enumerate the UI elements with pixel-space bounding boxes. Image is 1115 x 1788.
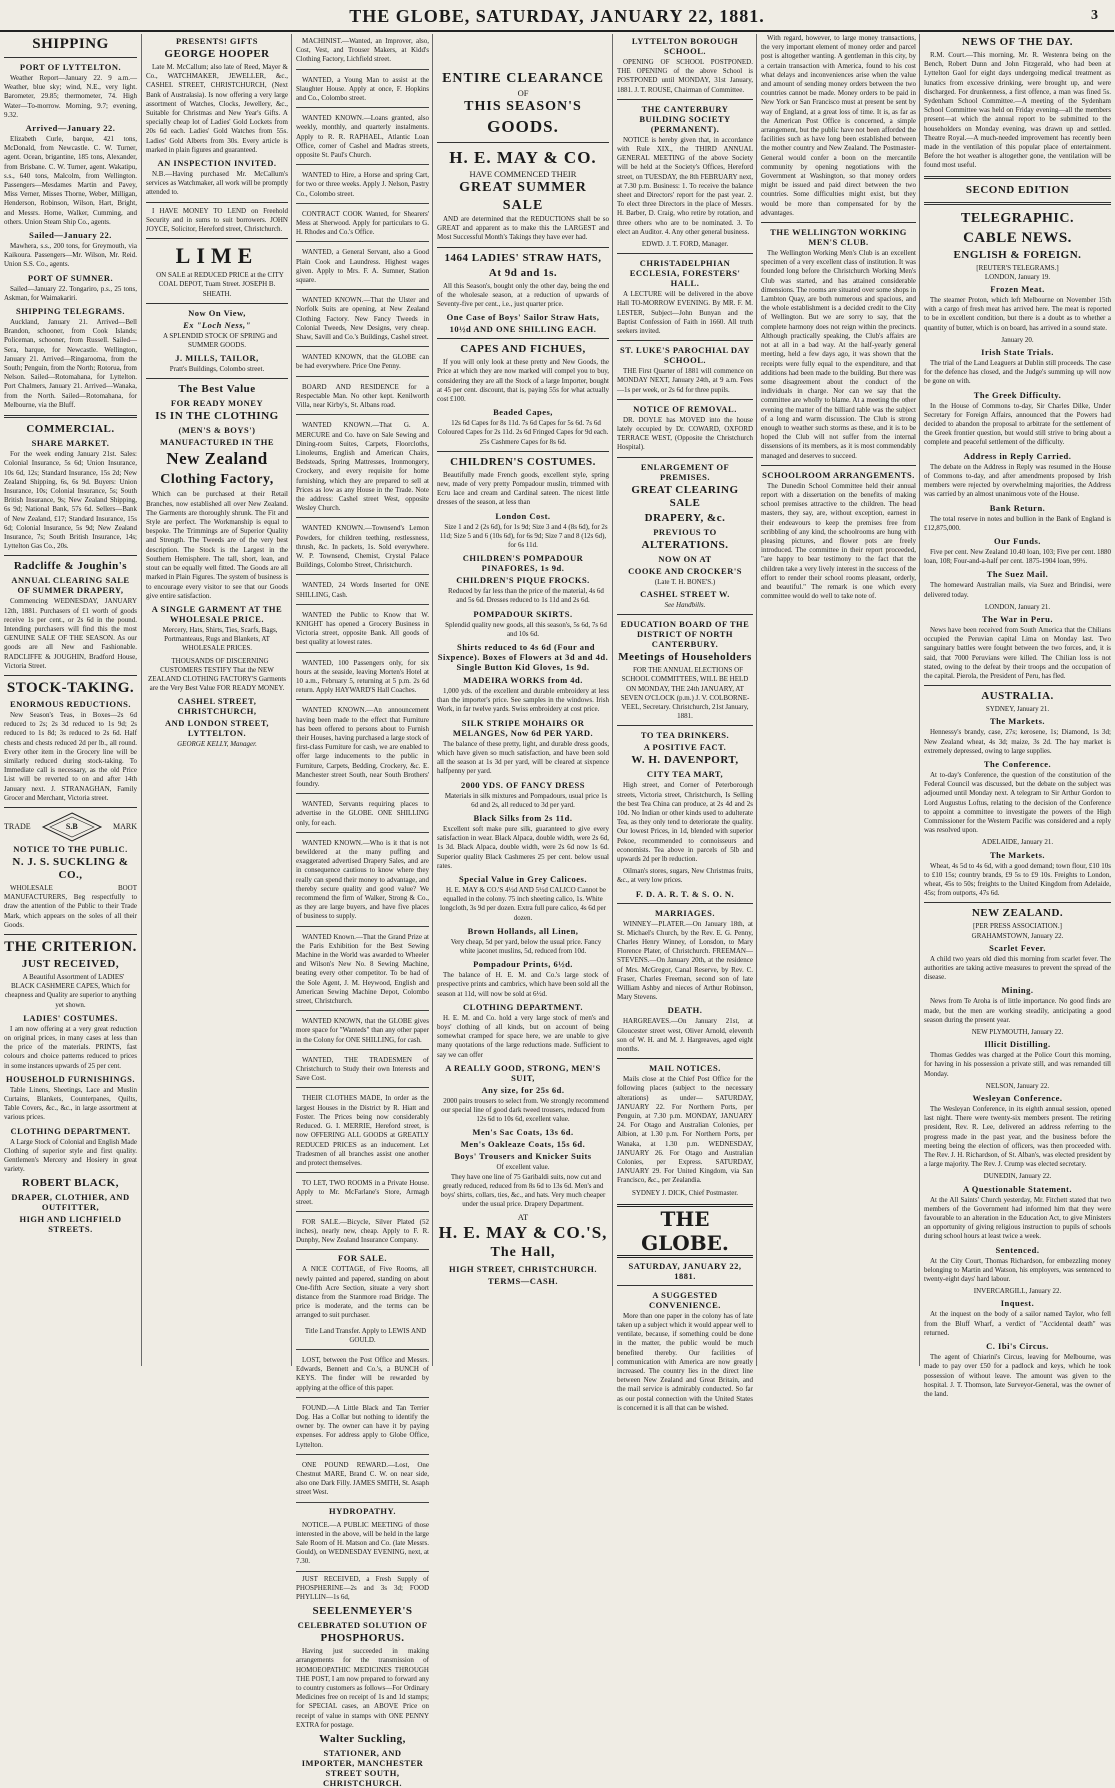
shipping-heading: SHIPPING [32, 36, 109, 52]
nelson-date: NELSON, January 22. [985, 1081, 1050, 1090]
war-peru-heading: The War in Peru. [982, 613, 1053, 624]
clothing-heading: CLOTHING DEPARTMENT. [10, 1125, 131, 1136]
irish-trials-body: The trial of the Land Leaguers at Dublin still proceeds. The case for the defence has closed, and the Judge's summing up will now be gone on with. [924, 359, 1111, 386]
schoolroom-heading: SCHOOLROOM ARRANGEMENTS. [762, 469, 915, 480]
grahamstown-date: GRAHAMSTOWN, January 22. [971, 931, 1064, 940]
globe-title: THE GLOBE. [617, 1204, 753, 1258]
st-lukes-heading: ST. LUKE'S PAROCHIAL DAY SCHOOL. [620, 345, 750, 366]
radcliffe-heading: Radcliffe & Joughin's [13, 560, 128, 573]
mercery-body: Mercery, Hats, Shirts, Ties, Scarfs, Bags, Portmanteaus, Rugs and Blankets, AT WHOLESALE PRICES. [162, 625, 278, 653]
trademark-initials: S.B [65, 821, 78, 831]
fancy-dress-body: Materials in silk mixtures and Pompadours, usual price 1s 6d and 2s, all reduced to 3d per yard. [444, 791, 608, 809]
wesleyan-body: The Wesleyan Conference, in its eighth annual session, opened last night. There were twenty-six members present. The retiring president, Rev. R. Lee, delivered an address referring to the progress made in the past year, and the business before the meeting being the election of officers, was then proceeded with. The Rev. J. H. Richardson, of St. Alban's, was elected president by a large majority. The Rev. J. Crump was elected secretary. [924, 1105, 1111, 1169]
best-value-clothing: IS IN THE CLOTHING [155, 410, 279, 423]
beaded-capes-heading: Beaded Capes, [493, 407, 553, 418]
suckling-name: N. J. S. SUCKLING & CO., [12, 855, 129, 881]
straw-hats-body: All this Season's, bought only the other day, being the end of the wholesale season, at a reduction of upwards of Seventy-five per cent., i.e., just quarter price. [437, 281, 609, 309]
sailed-heading: Sailed—January 22. [29, 230, 112, 241]
distilling-heading: Illicit Distilling. [984, 1039, 1051, 1050]
greek-difficulty-body: In the House of Commons to-day, Sir Charles Dilke, Under Secretary for Foreign Affairs, announced that the Powers had decided to abandon the proposal to arbitrate for the settlement of the Greek frontier question, but would still strive to bring about a complete and peaceful settlement of the difficulty. [924, 401, 1111, 447]
celebrated-heading: CELEBRATED SOLUTION OF [297, 1620, 428, 1631]
silk-stripe-body: The balance of these pretty, light, and durable dress goods, which have given so much satisfaction, and have been sold all the season at 1s 3d per yard, will be cleared at sixpence halfpenny per yard. [437, 739, 609, 776]
classified-ulster-suits: WANTED KNOWN.—That the Ulster and Norfolk Suits are opening, at New Zealand Clothing Factory. New Fancy Tweeds in Colonial Tweeds, New Designs, very cheap. Shaw, Savill and Co.'s Buildings, Cashel street. [296, 293, 429, 347]
hydropathy-heading: HYDROPATHY. [329, 1505, 396, 1516]
scarlet-fever-body: A child two years old died this morning from scarlet fever. The authorities are taking active measures to prevent the spread of the disease. [924, 954, 1111, 982]
classified-general-servant: WANTED, a General Servant, also a Good Plain Cook and Laundress. Highest wages given. Apply to Mrs. F. A. Sumner, Station square. [296, 245, 429, 290]
removal-heading: NOTICE OF REMOVAL. [633, 403, 737, 414]
lyttelton-address: AND LONDON STREET, LYTTELTON. [164, 718, 269, 739]
great-clearing-heading: GREAT CLEARING SALE [631, 483, 739, 509]
silk-stripe-heading: SILK STRIPE MOHAIRS OR MELANGES, Now 6d PER YARD. [452, 717, 594, 738]
positive-fact: A POSITIVE FACT. [643, 742, 727, 753]
sentenced-heading: Sentenced. [995, 1244, 1040, 1255]
questionable-heading: A Questionable Statement. [962, 1183, 1073, 1194]
single-garment: A SINGLE GARMENT AT THE WHOLESALE PRICE. [151, 603, 283, 624]
scarlet-fever-heading: Scarlet Fever. [989, 942, 1046, 953]
suez-mail-heading: The Suez Mail. [986, 569, 1049, 580]
received-heading: JUST RECEIVED, [21, 958, 120, 970]
london-cost: London Cost. [495, 510, 551, 521]
city-tea-mart: CITY TEA MART, [646, 769, 724, 780]
share-market-heading: SHARE MARKET. [31, 438, 110, 449]
great-summer-sale: GREAT SUMMER SALE [459, 180, 587, 213]
goods-heading: GOODS. [487, 117, 559, 136]
manufactured-in: MANUFACTURED IN THE [159, 437, 275, 448]
madeira-body: 1,000 yds. of the excellent and durable embroidery at less than the importer's price. See samples in the windows. Irish Work, in far twelve yards. Swiss embroidery at cost price. [437, 687, 609, 714]
classified-passengers: WANTED, 100 Passengers only, for six hours at the seaside, leaving Morten's Hotel at 10 a.m., February 5, returning at 5 p.m. 2s 6d return. Apply HAYWARD'S Hall Coaches. [296, 656, 429, 701]
footer-address: HIGH STREET, CHRISTCHURCH. [449, 1264, 597, 1275]
telegraphic-heading: TELEGRAPHIC. [961, 210, 1074, 226]
london-jan21: LONDON, January 21. [984, 602, 1051, 611]
classified-lost-keys: LOST, between the Post Office and Messrs. Edwards, Bennett and Co.'s, a BUNCH of KEYS. The finder will be rewarded by applying at the office of this paper. [296, 1353, 429, 1398]
kelly-manager: GEORGE KELLY, Manager. [177, 740, 257, 749]
clothing-factory-heading: Clothing Factory, [160, 472, 274, 488]
radcliffe-sub: ANNUAL CLEARING SALE OF SUMMER DRAPERY, [11, 575, 130, 596]
householders-heading: Meetings of Householders [618, 651, 752, 664]
new-plymouth-date: NEW PLYMOUTH, January 22. [971, 1028, 1064, 1037]
presents-heading: PRESENTS! GIFTS [176, 36, 258, 46]
trademark-block [4, 812, 137, 842]
radcliffe-body: Commencing WEDNESDAY, JANUARY 12th, 1881. Purchasers of £1 worth of goods receive 1s per cent., or 2s 6d in the pound. Intending purchasers will find this the most GENUINE SALE OF THE SEASON. As our goods are all New and Fashionable. RADCLIFFE & JOUGHIN, Bradford House, Victoria Street. [4, 597, 137, 670]
marriages-heading: MARRIAGES. [654, 907, 716, 918]
household-heading: HOUSEHOLD FURNISHINGS. [5, 1073, 136, 1084]
adelaide-markets-body: Wheat, 4s 5d to 4s 6d, with a good demand; town flour, £10 10s to £10 15s; country brands, £9 5s to £9 10s. Freights to London, wheat, 45s to 50s; freights to the United Kingdom from Adelaide, 45s; from outports, 47s 6d. [924, 861, 1111, 898]
robert-black-sub: DRAPER, CLOTHIER, AND OUTFITTER, [11, 1192, 130, 1213]
greek-difficulty-heading: The Greek Difficulty. [973, 389, 1062, 400]
grey-calicoes-body: H. E. MAY & CO.'S 4½d AND 5½d CALICO Cannot be equalled in the colony. 75 inch sheeting calico, 1s. White longcloth, 3s 9d per dozen. Extra full pure calico, 4s 6d per dozen. [439, 885, 606, 922]
loch-ness: Ex "Loch Ness," [183, 319, 251, 330]
column-5 [612, 34, 757, 1412]
sydney-markets-heading: The Markets. [989, 716, 1046, 727]
sailed-text: Mawhera, s.s., 200 tons, for Greymouth, via Kaikoura. Passengers—Mr. Wilson, Mr. Reid. Union S.S. Co., agents. [4, 242, 137, 269]
now-on-at: NOW ON AT [658, 553, 712, 564]
grey-calicoes-heading: Special Value in Grey Calicoes. [459, 873, 587, 884]
column-3 [291, 34, 433, 1788]
dunedin-date: DUNEDIN, January 22. [983, 1172, 1052, 1181]
classified-grocery: WANTED the Public to Know that W. KNIGHT has opened a Grocery Business in Victoria street, opposite Bank. All goods of best quality at lowest rates. [296, 608, 429, 653]
mens-suit-sub: Any size, for 25s 6d. [481, 1084, 565, 1095]
conference-body: At to-day's Conference, the question of the constitution of the Federal Council was discussed, but the debate on the subject was adjourned until Monday next. A telegram to Sir Arthur Gordon to Lord Augustus Loftus, relating to the decision of the Conference to appoint a committee to investigate the powers of the High Commissioner for the Western Pacific was considered and a reply was resolved upon. [924, 770, 1111, 835]
classified-sewing-machine: WANTED Known.—That the Grand Prize at the Paris Exhibition for the Best Sewing Machine in the World was awarded to Wheeler and Wilson's New No. 8 Sewing Machine, beating every other competitor. To be had of the Sole Agent, J. M. Heywood, English and American Sewing Machine Depot, Colombo street, Christchurch. [296, 930, 429, 1012]
column-4 [432, 34, 613, 1366]
pompadour-prints-heading: Pompadour Prints, 6½d. [473, 959, 573, 970]
pinafores-heading: CHILDREN'S POMPADOUR PINAFORES, 1s 9d. [462, 553, 584, 574]
port-sumner-text: Sailed—January 22. Tongariro, p.s., 25 tons, Askman, for Waimakariri. [4, 284, 137, 302]
mining-body: News from Te Aroha is of little importance. No good finds are made, but the men are working steadily, anticipating a good season during the present year. [924, 997, 1111, 1024]
commercial-heading: COMMERCIAL. [26, 423, 115, 436]
nz-heading: NEW ZEALAND. [971, 907, 1064, 920]
mail-notices-body: Mails close at the Chief Post Office for the following places (subject to the necessary alterations) as under— SATURDAY, JANUARY 22. For Northern Ports, per Penguin, at 7.30 p.m. MONDAY, JANUARY 24. For Otago and Australian Colonies, per Albion, at 1.30 p.m. For Northern Ports, per Wanaka, at 1.30 p.m. WEDNESDAY, JANUARY 26. For Otago and Australian Colonies, per Express. SATURDAY, JANUARY 29. For United Kingdom, via San Francisco, &c., per Zealandia. [617, 1075, 753, 1185]
stocktaking-sub: ENORMOUS REDUCTIONS. [10, 698, 131, 709]
davenport-name: W. H. DAVENPORT, [631, 754, 739, 767]
hemay-heading: H. E. MAY & CO. [449, 148, 597, 167]
childrens-costumes-body: Beautifully made French goods, excellent style, spring new, made of very pretty Pompadour muslin, trimmed with Ecru lace and cream and Cardinal sateen. The nicest little dresses of the season, at less than [437, 470, 609, 507]
death-body: HARGREAVES.—On January 21st, at Gloucester street west, Oliver Arnold, eleventh son of W. H. and M. J. Hargreaves, aged eight months. [617, 1017, 753, 1053]
seelenmeyer-heading: SEELENMEYER'S [312, 1605, 413, 1618]
see-handbills: See Handbills. [664, 600, 706, 609]
oakleaze-coats: Men's Oakleaze Coats, 15s 6d. [460, 1139, 586, 1150]
capes-heading: CAPES AND FICHUES, [460, 343, 586, 356]
our-funds-heading: Our Funds. [994, 535, 1041, 546]
foresters-heading: CHRISTADELPHIAN ECCLESIA, FORESTERS' HALL. [629, 258, 741, 289]
classified-reward: ONE POUND REWARD.—Lost, One Chestnut MARE, Brand C. W. on near side, also one Dark Filly. JAMES SMITH, St. Asaph street West. [296, 1458, 429, 1503]
sydney-date: SYDNEY, January 21. [985, 705, 1050, 714]
pompadour-skirts-heading: POMPADOUR SKIRTS. [473, 608, 573, 619]
previous-to: PREVIOUS TO [653, 526, 717, 537]
thousands-body: THOUSANDS OF DISCERNING CUSTOMERS TESTIFY That the NEW ZEALAND CLOTHING FACTORY'S Garments are the Very Best Value FOR READY MONEY. [147, 656, 287, 693]
robert-black-name: ROBERT BLACK, [22, 1177, 119, 1190]
cooke-crocker: COOKE AND CROCKER'S [628, 565, 742, 576]
boys-trousers-sub: Of excellent value. [496, 1163, 550, 1172]
lyttelton-school-heading: LYTTELTON BOROUGH SCHOOL. [631, 36, 739, 56]
column-6 [756, 34, 920, 1366]
spring-summer-goods: A SPLENDID STOCK OF SPRING and SUMMER GOODS. [162, 331, 278, 350]
childrens-costumes-heading: CHILDREN'S COSTUMES. [450, 455, 596, 468]
sailor-hats-heading: One Case of Boys' Sailor Straw Hats, [446, 312, 600, 323]
bank-return-body: The total reserve in notes and bullion in the Bank of England is £12,875,000. [924, 514, 1111, 532]
madeira-heading: MADEIRA WORKS from 4d. [463, 675, 583, 686]
page-number: 3 [1091, 8, 1098, 23]
boys-trousers-body: They have one line of 75 Garibaldi suits, now cut and greatly reduced, reduced from 8s 6d to 13s 6d. Men's and boys' shirts, collars, ties, &c., and hats. Very much cheaper under the usual price. Drapery Department. [440, 1172, 606, 1209]
masthead-title: THE GLOBE, SATURDAY, JANUARY 22, 1881. [349, 6, 765, 26]
footer-at: AT [517, 1212, 529, 1223]
ladies-costumes-body: I am now offering at a very great reduction on original prices, in many cases at less than the price of the materials. PRINTS, fast colours and choice patterns reduced to prices in some instances upwards of 25 per cent. [4, 1024, 137, 1070]
working-mens-club-heading: THE WELLINGTON WORKING MEN'S CLUB. [770, 227, 907, 248]
classified-machinist: MACHINIST.—Wanted, an Improver, also, Cost, Vest, and Trouser Makers, at Kidd's Clothing Factory, Lichfield street. [296, 34, 429, 70]
bank-return-heading: Bank Return. [989, 502, 1046, 513]
classified-young-man: WANTED, a Young Man to assist at the Slaughter House. Apply at once, F. Hopkins and Co., Colombo street. [296, 73, 429, 109]
editorial-continued: With regard, however, to large money transactions, the very important element of money order and parcel post is altogether wanting. A gentleman in this city, by a certain transaction with America, found to his cost what delays and inconveniences arise when the value and amount of sending money orders between the two countries cannot be made. Money orders to be paid in New York or San Francisco must at present be sent by way of England, at a great loss of time. It is, as far as the American Post Office is concerned, a simple arrangement, but the public have not been afforded the facilities such as have long been established between the mother country and New Zealand. The Postmaster-General would confer a boon on the mercantile community by opening negotiations with the Government at Washington, so that money orders might be issued and paid direct between the two countries. Some difficulties might exist, but they would be more than compensated for by the advantages. [761, 34, 916, 217]
telegrams-heading: SHIPPING TELEGRAMS. [15, 306, 125, 317]
entire-clearance: ENTIRE CLEARANCE [442, 71, 604, 86]
english-foreign-heading: ENGLISH & FOREIGN. [953, 248, 1082, 261]
classified-tradesmen: WANTED, THE TRADESMEN of Christchurch to Study their own Interests and Save Cost. [296, 1053, 429, 1089]
fancy-dress-heading: 2000 YDS. OF FANCY DRESS [460, 779, 585, 790]
lyttelton-school-body: OPENING OF SCHOOL POSTPONED. THE OPENING of the above School is POSTPONED until MONDAY, 31st January, 1881. J. T. ROUSE, Chairman of Committee. [617, 58, 753, 94]
inquest-body: At the inquest on the body of a sailor named Taylor, who fell from the Bluff Wharf, a verdict of "Accidental death" was returned. [924, 1310, 1111, 1337]
schoolroom-body: The Dunedin School Committee held their annual report with a dissertation on the benefits of making school premises attractive to the children. The head masters, they say, are, without exception, earnest in their endeavours to keep the premises free from scribbling of any kind, the schoolrooms are hung with pleasing pictures, and flower pots are freely introduced. The committee in their report proceeded, "are happy to bear testimony to the fact that the children take a very lively interest in the success of the effort to render their school rooms pleasant, orderly, and beautiful." The remark is one which every committee would do well to take note of. [761, 481, 916, 601]
st-lukes-body: THE First Quarter of 1881 will commence on MONDAY NEXT, January 24th, at 9 a.m. Fees—1s per week, or 2s 6d for three pupils. [617, 367, 753, 394]
suggested-convenience-heading: A SUGGESTED CONVENIENCE. [649, 1289, 721, 1310]
conference-heading: The Conference. [983, 758, 1052, 769]
education-heading: EDUCATION BOARD OF THE DISTRICT OF NORTH CANTERBURY. [620, 619, 750, 650]
sydney-markets-body: Hennessy's brandy, case, 27s; kerosene, 1s; Diamond, 1s 3d; New Zealand wheat, 4s 3d; maize, 3s 2d. The hay market is extremely depressed, owing to large supplies. [924, 728, 1111, 755]
postmaster-name: SYDNEY J. DICK, Chief Postmaster. [631, 1188, 739, 1197]
irish-trials-heading: Irish State Trials. [981, 347, 1054, 358]
death-heading: DEATH. [667, 1005, 703, 1016]
mills-name: J. MILLS, TAILOR, [175, 353, 259, 364]
date-jan20: January 20. [1001, 335, 1034, 344]
phosphorus-body: Having just succeeded in making arrangements for the transmission of HOMOEOPATHIC MEDICINES THROUGH THE POST, I am now prepared to forward any to country customers as follows—For Ordinary Medicines free on receipt of 1s and 1d stamps; for SPECIAL cases, an ABOVE Price on receipt of value in stamps with ONE PENNY EXTRA for postage. [296, 1647, 429, 1729]
footer-terms: TERMS—CASH. [488, 1276, 558, 1287]
criterion-heading: THE CRITERION. [4, 939, 137, 955]
for-sale-cottage: A NICE COTTAGE, of Five Rooms, all newly painted and papered, standing on about One-fifth Acre Section, situate a very short distance from the Stanmore road Bridge. The price is moderate, and the terms can be arranged to suit purchaser. [296, 1265, 429, 1320]
boys-trousers-heading: Boys' Trousers and Knicker Suits [454, 1151, 592, 1162]
questionable-body: At the All Saints' Church yesterday, Mr. Fitchett stated that two members of the Government had informed him that they were favourable to an alteration in the Education Act, to give Ministers an opportunity of giving religious instruction to pupils of schools during school hours at least twice a week. [924, 1195, 1111, 1241]
new-zealand-heading: New Zealand [166, 449, 268, 469]
straw-hats-heading: 1464 LADIES' STRAW HATS, [444, 251, 602, 264]
address-reply-body: The debate on the Address in Reply was resumed in the House of Commons to-day, and after amendments proposed by Irish members were rejected by overwhelming majorities, the Address was carried by an almost unanimous vote of the House. [924, 462, 1111, 499]
tea-drinkers-heading: TO TEA DRINKERS. [640, 730, 730, 741]
pique-frocks-heading: CHILDREN'S PIQUE FROCKS. [456, 575, 590, 586]
brown-hollands-heading: Brown Hollands, all Linen, [467, 925, 579, 936]
stocktaking-heading: STOCK-TAKING. [6, 679, 135, 696]
lime-body: ON SALE at REDUCED PRICE at the CITY COAL DEPOT, Tuam Street. JOSEPH B. SHEATH. [156, 271, 284, 298]
stocktaking-body: New Season's Teas, in Boxes—2s 6d reduced to 2s; 2s 3d reduced to 1s 9d; 2s reduced to 1s 8d; 3s reduced to 2s 6d. Half chests and chests reduced 2d per lb., all round. Every other item in the Grocery line will be similarly reduced during stock-taking. To Immediate call is necessary, as the old Price List will be reverted to on and after 14th January next. J. STRANAGHAN, Family Grocer and Merchant, Victoria street. [4, 710, 137, 802]
circus-body: The agent of Chiarini's Circus, leaving for Melbourne, was made to pay over £50 for a padlock and keys, which he took possession of without leave. The amount was given to the hospital. J. T. Thomson, late Surveyor-General, was the owner of the land. [924, 1353, 1111, 1398]
distilling-body: Thomas Geddes was charged at the Police Court this morning, for having in his possession a private still, and was remanded till Monday. [924, 1051, 1111, 1078]
seasons-heading: THIS SEASON'S [464, 99, 582, 114]
shirts-flowers-gloves: Shirts reduced to 4s 6d (Four and Sixpence). Boxes of Flowers at 3d and 4d. Single Button Kid Gloves, 1s 9d. [437, 642, 609, 673]
port-sumner-heading: PORT OF SUMNER. [27, 272, 114, 283]
mail-notices-heading: MAIL NOTICES. [649, 1063, 721, 1074]
cashel-street-w: CASHEL STREET W. [640, 588, 730, 599]
frozen-meat-heading: Frozen Meat. [990, 284, 1045, 295]
received-body: A Beautiful Assortment of LADIES' BLACK CASHMERE CAPES, Which for cheapness and Quality are superior to anything yet shown. [4, 973, 137, 1009]
circus-heading: C. Ibi's Circus. [986, 1341, 1049, 1352]
classified-lemon-powders: WANTED KNOWN.—Townsend's Lemon Powders, for children teething, restlessness, thrush, &c. In packets, 1s. Sold everywhere. W. P. Townsend, Chemist, Crystal Palace Buildings, Colombo Street, Christchurch. [296, 521, 429, 575]
nz-factory-body: Which can be purchased at their Retail Branches, now established all over New Zealand. The Garments are thoroughly shrunk. The Fit and Style are perfect. The Workmanship is equal to bespoke. The Trimmings are of Superior Quality and Strength. The Tweeds are of the very best description. The Stock is the Largest in the Southern Hemisphere. The tall, short, lean, and stout can be equally well fitted. The Goods are all marked in Plain Figures. The system of business is to encourage every visitor to see that our Goods give entire satisfaction. [146, 490, 288, 600]
arrived-text: Elizabeth Curle, barque, 421 tons, McDonald, from Newcastle. C. W. Turner, agent. Ocean, brigantine, 185 tons, Alexander, from Brisbane. C. W. Turner, agent. Wakatipu, s.s., 640 tons, Malcolm, from Wellington. Passengers—Mesdames Martin and Pavey, Miss Verner, Misses Thorne, Weber, Milligan, Henderson, Robinson, Wilson, Hart, Bright, and Messrs. Horne, Walker, Cumming, and others. Union Steam Ship Co., agents. [4, 135, 137, 226]
classified-globe-space: WANTED KNOWN, that the GLOBE gives more space for "Wanteds" than any other paper in the Colony for ONE SHILLING, for cash. [296, 1014, 429, 1050]
for-sale-heading: FOR SALE. [338, 1253, 387, 1264]
classified-contract-cook: CONTRACT COOK Wanted, for Shearers' Mess at Sherwood. Apply for particulars to G. H. Rhodes and Co.'s Office. [296, 207, 429, 243]
dart-son: F. D. A. R. T. & S. O. N. [635, 888, 735, 899]
clothing-dept-heading: CLOTHING DEPARTMENT. [463, 1001, 583, 1012]
trademark-left-label: TRADE [4, 822, 31, 832]
inspection-body: N.B.—Having purchased Mr. McCallum's services as Watchmaker, all work will be promptly attended to. [146, 170, 288, 197]
black-silks-heading: Black Silks from 2s 11d. [473, 812, 573, 823]
black-silks-body: Excellent soft make pure silk, guaranteed to give every satisfaction in wear. Black Alpaca, double width, were 2s 6d, 1s 3d. Black Alpaca, double width, were 2s 6d now 1s 6d. Superior quality Black Cashmeres 25 per cent. below usual rates. [437, 824, 609, 870]
news-of-the-day-body: R.M. Court.—This morning, Mr. R. Westenra being on the Bench, Robert Dunn and John Fitzgerald, who had been at Lyttelton Gaol for eight days undergoing medical treatment as lunatics from excessive drinking, were brought up, and were discharged. For drunkenness, a first offence, a man was fined 5s. Sydenham School Committee.—A meeting of the Sydenham School Committee was held on Friday evening—all the members present—at which the annual report to be submitted to the householders on Monday evening, was drawn up and settled. Theatre Royal.—A much-needed improvement has recently been made in the ventilation of this popular place of entertainment. Before the hot weather is altogether gone, the ventilation will be found most useful. [924, 51, 1111, 170]
classified-24-words: WANTED, 24 Words Inserted for ONE SHILLING, Cash. [296, 578, 429, 604]
classified-servants: WANTED, Servants requiring places to advertise in the GLOBE. ONE SHILLING only, for each. [296, 797, 429, 833]
cashel-address: CASHEL STREET, CHRISTCHURCH, [177, 696, 257, 717]
suez-mail-body: The homeward Australian mails, via Suez and Brindisi, were delivered today. [924, 581, 1111, 599]
column-1 [2, 34, 141, 1366]
war-peru-body: News have been received from South America that the Chilians occupied the Peruvian capital Lima on Monday last. Two sanguinary battles were fought between the two forces, and, it is said, that 7000 Peruvians were killed. The Chilian loss is not stated, owing to the defeat by their troops and the occupation of the capital. Pierola, the President of Peru, has fled. [924, 625, 1111, 680]
mens-suit-heading: A REALLY GOOD, STRONG, MEN'S SUIT, [445, 1062, 601, 1083]
householders-body: FOR THE ANNUAL ELECTIONS OF SCHOOL COMMITTEES, WILL BE HELD ON MONDAY, THE 24th JANUARY, AT SEVEN O'CLOCK (p.m.) J. V. COLBORNE-VEEL, Secretary. Christchurch, 21st January, 1881. [620, 666, 750, 721]
clothing-dept-body: H. E. M. and Co. hold a very large stock of men's and boys' clothing of all kinds, but on account of being somewhat cramped for space here, we are unable to give many quotations of the large reductions made. Sufficient to say we can offer [437, 1013, 609, 1059]
pompadour-skirts-body: Splendid quality new goods, all this season's, 5s 6d, 7s 6d and 10s 6d. [445, 620, 607, 638]
globe-date: SATURDAY, JANUARY 22, 1881. [628, 1260, 742, 1281]
port-heading: PORT OF LYTTELTON. [19, 62, 122, 72]
address-reply-heading: Address in Reply Carried. [963, 450, 1072, 461]
trademark-diamond-icon [42, 812, 102, 842]
beaded-capes-body: 12s 6d Capes for 8s 11d. 7s 6d Capes for 5s 6d. 7s 6d Coloured Capes for 2s 11d. 2s 6d Fringed Capes for 9d each. 25s Cashmere Capes for 8s 6d. [437, 419, 609, 446]
household-body: Table Linens, Sheetings, Lace and Muslin Curtains, Blankets, Counterpanes, Quilts, Table Covers, &c., &c., in large assortment at various prices. [4, 1085, 137, 1122]
ladies-costumes-heading: LADIES' COSTUMES. [23, 1012, 118, 1023]
now-on-view: Now On View, [188, 307, 246, 318]
hooper-name: GEORGE HOOPER [164, 48, 270, 60]
suggested-convenience-body: More than one paper in the colony has of late taken up a subject which it would appear well to ventilate, because, if something could be done in the matter, the public would be much benefited thereby. Our facilities of communication with America are now greatly increased. The country lies in the direct line between New Zealand and Great Britain, and the mail service is admirably conducted. So far as our postal connection with the United States is concerned it is all that can be wished. [617, 1311, 753, 1412]
sac-coats: Men's Sac Coats, 13s 6d. [472, 1127, 574, 1138]
frozen-meat-body: The steamer Proton, which left Melbourne on November 15th with a cargo of fresh meat has arrived here. The meat is reported to be in excellent condition, but there is a doubt as to whether a quantity of butter, which is on board, has arrived in a sound state. [924, 296, 1111, 332]
working-mens-club-body: The Wellington Working Men's Club is an excellent specimen of a very excellent class of institution. It was founded long before the Christchurch Working Men's Club was started, and has attained considerable dimensions. The rooms are situated over some shops in Lambton Quay, are both numerous and spacious, and the whole establishment is a decided credit to the City of Wellington. But we are sorry to say, that the complete harmony does not reign within the precincts. Although practically speaking, the Club's affairs are not at all in a bad way. At the half-yearly general meeting, held a few days ago, it was shown that the receipts were fully equal to the expenditure, and that additions had been made to the building. But there was some disagreement about the conduct of the individuals in charge. Nor can we say that the committee are wholly to blame. At a meeting the other evening the matter of the billiard table was the subject of a long and warm discussion. The Club is strong enough to weather such storms as these, and it is to be hoped the Club will not suffer from the internal dissensions of its members, as it is most commendably managed and deserves to succeed. [761, 249, 916, 460]
classified-drapery: WANTED KNOWN.—Who is it that is not bewildered at the many puffing and exaggerated advertised Drapery Sales, and are in consequence cautious to know where they really can spend their money to advantage, and thereby secure quality and good value? We recommend the firm of Walker, Strong & Co., as they are large buyers, and have five places of business to supply. [296, 836, 429, 927]
footer-hall: The Hall, [490, 1245, 556, 1261]
footer-hemay: H. E. MAY & CO.'S, [438, 1223, 608, 1243]
sentenced-body: At the City Court, Thomas Richardson, for embezzling money belonging to Martin and Watson, his employers, was sentenced to twenty-eight days' hard labour. [924, 1256, 1111, 1284]
classified-globe-penny: WANTED KNOWN, that the GLOBE can be had everywhere. Price One Penny. [296, 350, 429, 376]
inquest-heading: Inquest. [1000, 1298, 1035, 1309]
inspection-heading: AN INSPECTION INVITED. [157, 158, 277, 169]
building-society-heading: THE CANTERBURY BUILDING SOCIETY (PERMANENT). [639, 103, 731, 134]
alterations-heading: ALTERATIONS. [641, 538, 729, 551]
notice-public-heading: NOTICE TO THE PUBLIC. [13, 843, 128, 854]
brown-hollands-body: Very cheap, 5d per yard, below the usual price. Fancy white jaconet muslins, 5d, reduced from 10d. [450, 937, 602, 955]
our-funds-body: Five per cent. New Zealand 10.40 loan, 103; Five per cent. 1880 loan, 108; Four-and-a-half per cent. 1875-1904 loan, 99½. [924, 547, 1111, 566]
capes-body: If you will only look at these pretty and New Goods, the Price at which they are now marked will compel you to buy, considering they are all the Stock of a large Importer, bought at 45 per cent. discount, that is, paying 55s for what actually cost £100. [437, 358, 609, 404]
column-7 [919, 34, 1115, 1398]
classified-bicycle: FOR SALE.—Bicycle, Silver Plated (52 inches), nearly new, cheap. Apply to F. R. Dunphy, New Zealand Insurance Company. [296, 1215, 429, 1251]
building-society-manager: EDWD. J. T. FORD, Manager. [641, 240, 729, 249]
land-transfer: Title Land Transfer. Apply to LEWIS AND GOULD. [296, 1324, 429, 1350]
determined-text: AND are determined that the REDUCTIONS shall be so GREAT and apparent as to make this the LARGEST and Most Successful Month's Takings they have ever had. [437, 215, 609, 242]
phosphorus-intro: JUST RECEIVED, a Fresh Supply of PHOSPHERINE—2s and 3s 3d; FOOD PHYLLIN—1s 6d, [296, 1574, 429, 1602]
adelaide-markets-heading: The Markets. [989, 849, 1046, 860]
phosphorus-heading: PHOSPHORUS. [320, 1632, 405, 1645]
oilman-stores: Oilman's stores, sugars, New Christmas fruits, &c., at very low prices. [617, 867, 753, 885]
best-value-sub: FOR READY MONEY [170, 398, 264, 409]
wesleyan-heading: Wesleyan Conference. [972, 1093, 1063, 1104]
davenport-body: High street, and Corner of Peterborough streets, Victoria street, Christchurch, Is Selling the best Tea China can produce, at 2s 4d and 2s 10d. No Indian or other kinds used to adulterate Tea, as they only tend to deteriorate the quality. Our lowest Prices, in 1d, blended with superior Pekoe, recommended to connoisseurs and economists. Tea above in parcels of 5lb and upwards 2d per lb reduction. [617, 781, 753, 863]
hooper-body: Late M. McCallum; also late of Reed, Mayer & Co., WATCHMAKER, JEWELLER, &c., CASHEL STREET, CHRISTCHURCH, (Next Bank of Australasia). Is now offering a very large assortment of Watches, Clocks, Jewellery, &c., Suitable for Christmas and New Year's Gifts. A specially cheap lot of Ladies' Gold Lockets from 20s 6d each. Ladies' Gold Watches from 55s. Ladies' Gold Alberts from 30s. Every article is marked in plain figures and guaranteed. [146, 63, 288, 154]
of-text: OF [517, 88, 529, 98]
telegrams-text: Auckland, January 21. Arrived—Bell Brandon, schooner, from Cook Islands; Policeman, schooner, from Russell. Sailed—Sera, barque, for Newcastle. Wellington, January 21. Arrived—Ringarooma, from the South; Penguin, from the North; Rotorua, from Nelson. Sailed—Rotomahana, for Lyttelton. Port Chalmers, January 21. Arrived—Wanaka, from the North. Sailed—Rotomahana, for Melbourne, via the Bluff. [4, 318, 137, 409]
column-2 [141, 34, 292, 1366]
foresters-body: A LECTURE will be delivered in the above Hall TO-MORROW EVENING. By MR. F. M. LESTER, Subject—John Bunyan and the Baptist Confession of Faith in 1660. All truth seekers invited. [617, 290, 753, 336]
doyle-body: DR. DOYLE has MOVED into the house lately occupied by Dr. COWARD, OXFORD TERRACE WEST, (Opposite the Christchurch Hospital). [617, 415, 753, 452]
masthead [0, 4, 1114, 32]
classified-horse: WANTED to Hire, a Horse and spring Cart, for two or three weeks. Apply J. Nelson, Pastry Co., Colombo street. [296, 168, 429, 204]
mills-address: Pratt's Buildings, Colombo street. [169, 365, 265, 374]
london-jan19: LONDON, January 19. [984, 272, 1051, 281]
reuters-line: [REUTER'S TELEGRAMS.] [976, 263, 1059, 272]
lime-heading: LIME [175, 243, 259, 269]
australia-heading: AUSTRALIA. [981, 690, 1054, 703]
straw-hats-price: At 9d and 1s. [488, 266, 558, 279]
weather-report: Weather Report—January 22. 9 a.m.—Weather, blue sky; wind, N.E., very light. Barometer, 29.85; thermometer, 74. High Water—To-morrow. Morning, 9.7; evening, 9.32. [4, 74, 137, 119]
mining-heading: Mining. [1001, 985, 1034, 996]
second-edition-heading: SECOND EDITION [965, 183, 1070, 196]
classified-found-dog: FOUND.—A Little Black and Tan Terrier Dog. Has a Collar but nothing to identify the owner by. The owner can have it by paying expenses. For address apply to Globe Office, Lyttelton. [296, 1401, 429, 1455]
press-association: [PER PRESS ASSOCIATION.] [973, 922, 1062, 931]
hydropathy-notice: NOTICE.—A PUBLIC MEETING of those interested in the above, will be held in the large Sale Room of H. Matson and Co. (late Messrs. Gould), on WEDNESDAY EVENING, next, at 7.30. [296, 1518, 429, 1572]
walter-suckling-name: Walter Suckling, [319, 1733, 406, 1746]
news-of-the-day-heading: NEWS OF THE DAY. [961, 36, 1074, 48]
pompadour-prints-body: The balance of H. E. M. and Co.'s large stock of prespective prints and cambrics, which have been sold all the season at 11d, will now be sold at 6½d. [437, 971, 609, 998]
classified-clothes-made: THEIR CLOTHES MADE, In order as the largest Houses in the District by R. Hiatt and Foster. The Prices being now considerably Reduced. G. I. MERRIE, Hereford street, is now OFFERING ALL GOODS at GREATLY REDUCED PRICES as an inducement. Let Tradesmen of all branches assist one another and protect themselves. [296, 1091, 429, 1173]
late-bones: (Late T. H. BONE'S.) [654, 577, 716, 586]
classified-furniture: WANTED KNOWN.—An announcement having been made to the effect that Furniture has been offered to persons about to Furnish their Houses, having purchased a large stock of first-class Furniture for cash, we are enabled to offer large inducements to the public in Furniture, Carpets, Bedding, Crockery, &c. E. Manchester street South, near South Brothers' foundry. [296, 703, 429, 794]
share-market-text: For the week ending January 21st. Sales: Colonial Insurance, 5s 6d; Union Insurance, 10s 6d, 12s; Standard Insurance, 15s 2d; New Zealand Shipping, 6s, 6s 9d. Buyers: Union Insurance, 10s; Colonial Insurance, 5s; South British Insurance, 9s; New Zealand Shipping, 6s 9d; National Bank, 57s 6d. Sellers—Bank of New Zealand, £17; Standard Insurance, 15s 6d; Colonial Insurance, 5s 9d; New Zealand Insurance, 7s; South British Insurance, 14s; Lyttelton Gas Co., 20s. [4, 450, 137, 551]
drapery-heading: DRAPERY, &c. [644, 511, 726, 524]
suckling-body: WHOLESALE BOOT MANUFACTURERS, Beg respectfully to draw the attention of the Public to their Trade Mark, which appears on the soles of all their Goods. [4, 883, 137, 929]
robert-black-address: HIGH AND LICHFIELD STREETS. [19, 1214, 122, 1235]
building-society-body: NOTICE is hereby given that, in accordance with Rule XIX., the THIRD ANNUAL GENERAL MEETING of the above Society will be held at the Society's Offices, Hereford street, on TUESDAY, the 8th FEBRUARY next, at 7.30 p.m. Business: 1. To receive the balance sheet and Directors' report for the past year. 2. To elect three Directors in the place of Messrs. H. Barber, D. Craig, who retire by rotation, and three others who are to be nominated. 3. To elect an Auditor. 4. Any other general business. [617, 135, 753, 236]
classified-to-let: TO LET, TWO ROOMS in a Private House. Apply to Mr. McFarlane's Store, Armagh street. [296, 1176, 429, 1212]
marriages-body: WINNEY—PLATER.—On January 18th, at St. Michael's Church, by the Rev. E. G. Penny, Charles Henry Winney, of Lonsdon, to Mary Florence Plater, of Christchurch. FREEMAN—STEVENS.—On January 20th, at the residence of Mrs. McGregor, Canal Reserve, by Rev. C. Fraser, Charles Freeman, second son of late William Ashby and nieces of Arthur Robinson, Mary Stevens. [617, 919, 753, 1002]
best-value-heading: The Best Value [178, 383, 256, 396]
trademark-right-label: MARK [112, 822, 137, 832]
costume-sizes: Size 1 and 2 (2s 6d), for 1s 9d; Size 3 and 4 (8s 6d), for 2s 11d; Size 5 and 6 (10s 6d), for 6s 9d; Size 7 and 8 (12s 6d), for 6s 11d. [439, 522, 608, 550]
classified-mercure: WANTED KNOWN.—That G. A. MERCURE and Co. have on Sale Sewing and Dining-room Suites, Carpets, Floorcloths, Linoleums, English and American Chairs, Bedsteads, Spring Mattresses, Ironmongery, Crockery, and every requisite for home furnishing, which they are prepared to sell at Prices as low as any House in the Trade. Note the address: Cashel street West, opposite Wesley Church. [296, 418, 429, 518]
adelaide-date: ADELAIDE, January 21. [981, 838, 1054, 847]
walter-suckling-sub: STATIONER, AND IMPORTER, MANCHESTER STREET SOUTH, CHRISTCHURCH. [301, 1748, 424, 1788]
clothing-body: A Large Stock of Colonial and English Made Clothing of superior style and first quality. Gentlemen's Mercery and Hosiery in great variety. [4, 1137, 137, 1174]
classified-board: BOARD AND RESIDENCE for a Respectable Man. No other kept. Kenilworth Villa, near Kirby's, St. Albans road. [296, 380, 429, 416]
enlargement-heading: ENLARGEMENT OF PREMISES. [640, 461, 730, 482]
arrived-heading: Arrived—January 22. [25, 123, 116, 134]
money-lend-ad: I HAVE MONEY TO LEND on Freehold Security and in sums to suit borrowers. JOHN JOYCE, Solicitor, Hereford street, Christchurch. [146, 206, 288, 234]
classified-loans: WANTED KNOWN.—Loans granted, also weekly, monthly, and quarterly instalments. Apply to R. R. RAPHAEL, Atlantic Loan Office, corner of Cashel and Madras streets, opposite St. Paul's Church. [296, 111, 429, 165]
trousers-body: 2000 pairs trousers to select from. We strongly recommend our special line of good dark tweed trousers, reduced from 12s 6d to 10s 6d, excellent value. [441, 1096, 609, 1124]
best-value-boys: (MEN'S & BOYS') [178, 425, 256, 436]
commenced-text: HAVE COMMENCED THEIR [469, 169, 577, 179]
sailor-hats-price: 10½d AND ONE SHILLING EACH. [449, 324, 597, 335]
pique-frocks-body: Reduced by far less than the price of the material, 4s 6d and 5s 6d. Dresses reduced to 1s 11d and 2s 6d. [448, 587, 604, 605]
invercargill-date: INVERCARGILL, January 22. [973, 1287, 1062, 1296]
cable-news-heading: CABLE NEWS. [963, 229, 1072, 246]
